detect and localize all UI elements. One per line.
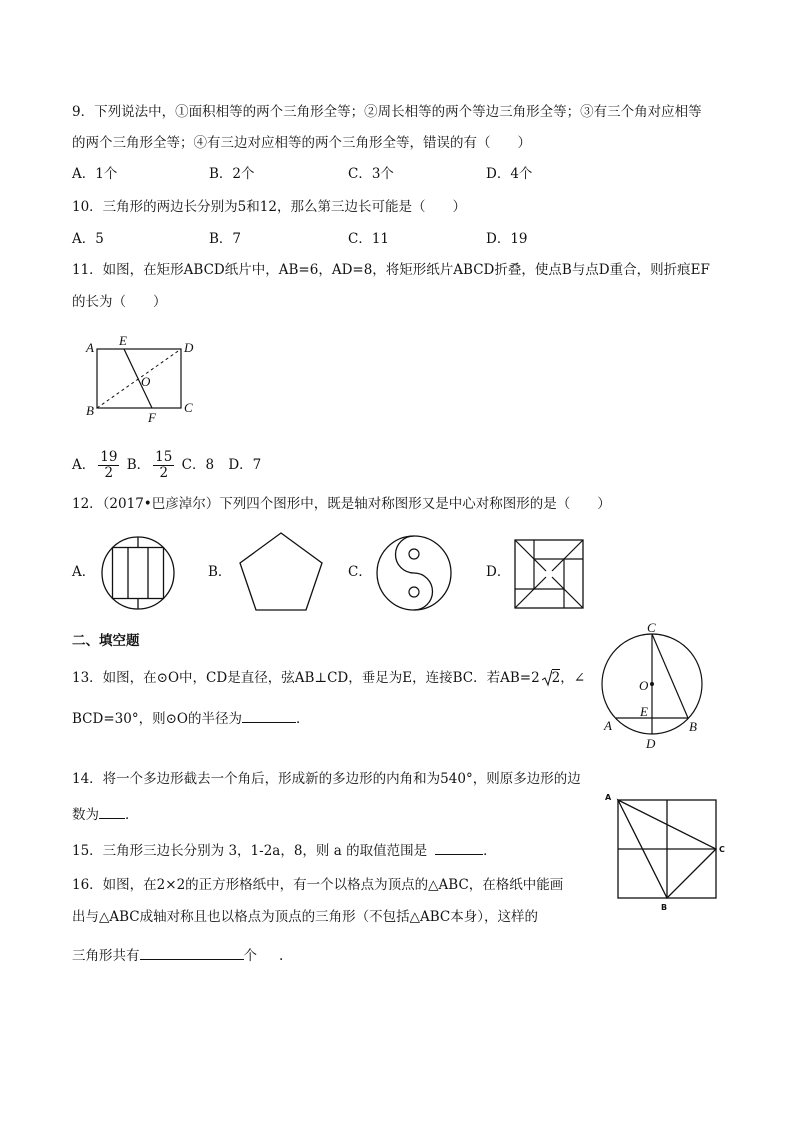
q9-option-b: B．2个 [209,166,255,182]
label-c: C [647,620,656,635]
pinwheel-line [515,577,546,608]
label-e: E [640,704,648,719]
label-a: A [86,340,94,355]
q11-option-a-fraction [98,450,119,481]
yin-yang-curve [396,536,433,610]
label-c: C [184,400,193,415]
yin-yang-dot [409,549,419,559]
label-o: O [141,374,151,389]
pinwheel-line [564,559,583,589]
label-b: B [86,403,94,418]
q13-end: ． [295,711,310,727]
q12-option-a-label: A． [72,564,96,580]
q11-line1: 11．如图，在矩形ABCD纸片中，AB=6，AD=8，将矩形纸片ABCD折叠，使点B与点D重合，则折痕EF [72,262,710,278]
q14-line2 [72,804,139,824]
label-o: O [639,678,649,693]
q12-figure-a [100,535,176,611]
fraction-numerator: 19 [100,449,118,465]
center-point [650,682,654,686]
q13-line1 [72,669,585,687]
q16-dot: . [279,948,284,964]
pinwheel-line [552,577,583,608]
segment-bc [652,634,688,718]
q12-figure-d [512,537,586,611]
label-c: C [719,845,725,854]
q13-circle-figure [598,620,708,755]
sqrt-expression [542,669,561,687]
fraction-denominator: 2 [159,465,169,481]
q16-tail: 个 [243,948,257,964]
q16-line3 [72,945,283,965]
q10-option-a: A．5 [72,231,104,247]
label-b: B [661,903,668,912]
q12-option-b-label: B． [208,564,232,580]
pinwheel-line [515,540,546,571]
fraction-denominator: 2 [104,465,114,481]
q9-option-d: D．4个 [486,166,533,182]
pinwheel-line [552,540,583,571]
q10-option-c: C．11 [348,231,390,247]
q14-line1: 14．将一个多边形截去一个角后，形成新的多边形的内角和为540°，则原多边形的边 [72,771,581,787]
fraction-numerator: 15 [155,449,173,465]
q14-end: ． [125,807,139,823]
q11-option-b-prefix: B． [126,457,151,473]
q16-grid-figure [600,786,740,916]
q10-option-b: B．7 [209,231,242,247]
q9-option-a: A．1个 [72,166,118,182]
q12-figure-c [374,533,454,613]
q9-line2: 的两个三角形全等；④有三边对应相等的两个三角形全等，错误的有（ ） [72,135,531,151]
answer-blank[interactable] [99,804,125,819]
q11-line2: 的长为（ ） [72,294,167,310]
q13-text-tail: ，∠ [560,670,586,686]
q14-text: 数为 [72,807,99,823]
label-d: D [184,340,194,355]
sqrt-radicand: 2 [551,670,561,686]
q13-text: 13．如图，在⊙O中，CD是直径，弦AB⊥CD，垂足为E，连接BC．若AB=2 [72,670,540,686]
q11-option-b-fraction [153,450,174,481]
q15-line1 [72,840,497,860]
pentagon-shape [240,533,322,610]
sqrt-symbol [542,669,552,687]
q13-line2 [72,708,309,728]
answer-blank[interactable] [242,708,296,723]
q16-line1: 16．如图，在2×2的正方形格纸中，有一个以格点为顶点的△ABC，在格纸中能画 [72,877,564,893]
q9-option-c: C．3个 [348,166,394,182]
q11-rectangle-figure [80,330,200,425]
label-d: D [646,736,656,751]
label-e: E [119,333,127,348]
inscribed-square [113,548,164,599]
q9-line1: 9．下列说法中，①面积相等的两个三角形全等；②周长相等的两个等边三角形全等；③有三个角对应相等 [72,104,702,120]
q12-figure-b [236,530,326,614]
label-a: A [605,793,612,802]
section-title-fill-in: 二、填空题 [72,633,140,649]
diagonal-bd [97,349,181,408]
q12-option-d-label: D． [486,564,511,580]
pinwheel-line [534,540,564,559]
label-a: A [604,718,612,733]
pinwheel-line [534,589,564,608]
q11-option-c: C．8 [181,457,215,473]
q11-option-d: D．7 [228,457,262,473]
pinwheel-line [515,559,534,589]
yin-yang-dot [409,587,419,597]
q16-line2: 出与△ABC成轴对称且也以格点为顶点的三角形（不包括△ABC本身），这样的 [72,909,539,925]
q13-text: BCD=30°，则⊙O的半径为 [72,711,242,727]
q12-line1: 12．（2017•巴彦淖尔）下列四个图形中，既是轴对称图形又是中心对称图形的是（ ） [72,496,611,512]
q16-text: 三角形共有 [72,948,140,964]
q11-option-a-prefix: A． [72,457,96,473]
q10-line1: 10．三角形的两边长分别为5和12，那么第三边长可能是（ ） [72,199,466,215]
label-f: F [148,410,156,425]
q15-end: ． [483,843,497,859]
q10-option-d: D．19 [486,231,528,247]
q12-option-c-label: C． [348,564,372,580]
q11-options [72,448,261,482]
answer-blank[interactable] [435,840,483,855]
label-b: B [689,719,697,734]
q15-text: 15．三角形三边长分别为 3，1-2a，8，则 a 的取值范围是 [72,843,428,859]
answer-blank[interactable] [140,945,244,960]
